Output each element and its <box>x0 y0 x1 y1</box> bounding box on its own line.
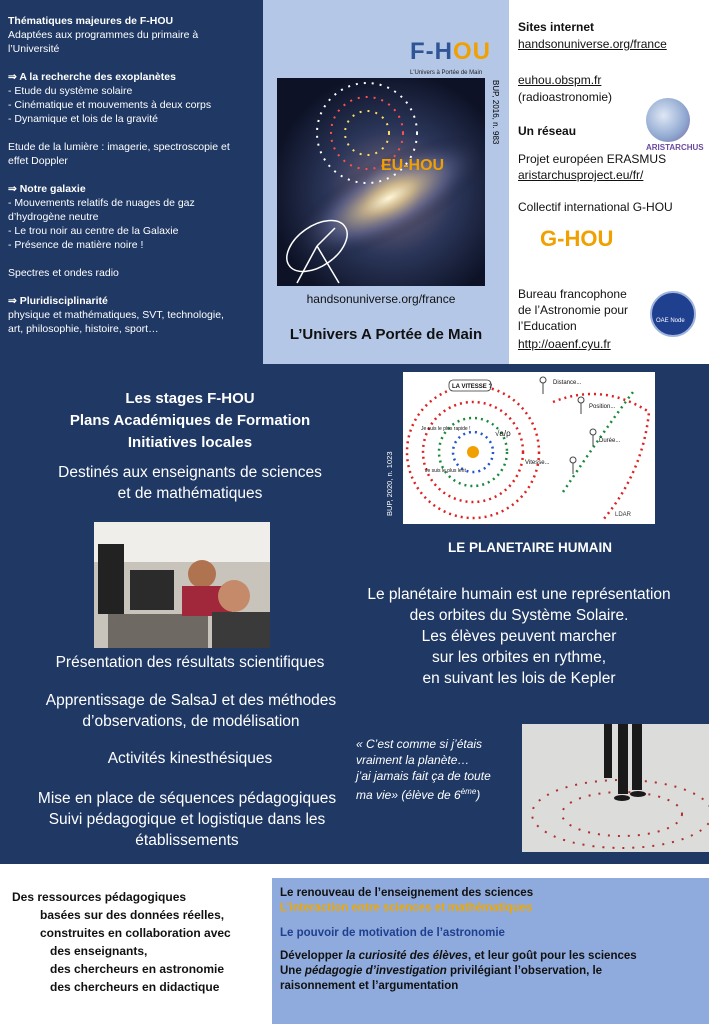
renouveau-line1: Le renouveau de l’enseignement des sciences <box>280 887 534 899</box>
quote-line3: j’ai jamais fait ça de toute <box>356 769 491 783</box>
theme-line <box>8 168 255 182</box>
theme-line: ⇒ Notre galaxie <box>8 183 86 195</box>
fhou-logo: F-HOU <box>410 38 491 65</box>
site-link-handsonuniverse[interactable]: handsonuniverse.org/france <box>518 37 667 51</box>
theme-line: effet Doppler <box>8 155 68 167</box>
renouveau-line6: raisonnement et l’argumentation <box>280 980 459 992</box>
diagram-label-distance: Distance... <box>553 380 582 386</box>
quote-line1: « C’est comme si j’étais <box>356 737 483 751</box>
planetaire-line2: des orbites du Système Solaire. <box>409 607 629 624</box>
theme-line: l’Université <box>8 43 60 55</box>
eu-hou-logo: EU-HOU <box>381 157 445 174</box>
stages-title-2: Plans Académiques de Formation <box>69 412 311 429</box>
resources-line1: Des ressources pédagogiques <box>12 890 187 904</box>
item-salsaj-line1: Apprentissage de SalsaJ et des méthodes <box>45 692 337 709</box>
item-salsaj <box>4 690 378 732</box>
renouveau-line5: Une pédagogie d’investigation privilégiant l’observation, le <box>280 965 603 977</box>
diagram-label-rapide: Je suis le plus rapide ! <box>421 426 471 432</box>
planetaire-line1: Le planétaire humain est une représentation <box>367 586 671 603</box>
fhou-logo-subtitle: L'Univers à Portée de Main <box>410 70 483 76</box>
ghou-collectif: Collectif international G-HOU <box>518 200 673 214</box>
bureau-line2: de l’Astronomie pour <box>518 303 629 317</box>
site-note-radio: (radioastronomie) <box>518 90 613 104</box>
diagram-label-vitesse: LA VITESSE ? <box>452 384 493 390</box>
theme-line <box>8 56 255 70</box>
workshop-photo <box>94 522 270 648</box>
renouveau-line4: Développer la curiosité des élèves, et leur goût pour les sciences <box>280 950 637 962</box>
theme-line: - Dynamique et lois de la gravité <box>8 113 158 125</box>
erasmus-text: Projet européen ERASMUS <box>518 152 667 166</box>
theme-line <box>8 126 255 140</box>
resources-line6: des chercheurs en didactique <box>50 980 220 994</box>
diagram-ldar: LDAR <box>615 512 632 518</box>
renouveau-line3: Le pouvoir de motivation de l’astronomie <box>280 927 505 939</box>
item-sequences-line2: Suivi pédagogique et logistique dans les <box>48 811 326 828</box>
planetaire-heading: LE PLANETAIRE HUMAIN <box>448 540 612 555</box>
stages-title <box>40 388 340 454</box>
diagram-label-position: Position... <box>589 404 616 410</box>
bup-label: BUP, 2016, n. 983 <box>491 80 500 145</box>
bureau-line1: Bureau francophone <box>518 287 627 301</box>
theme-line: Adaptées aux programmes du primaire à <box>8 29 199 41</box>
cover-url[interactable]: handsonuniverse.org/france <box>306 292 456 306</box>
aristarchus-link[interactable]: aristarchusproject.eu/fr/ <box>518 168 644 182</box>
item-kinesthetic: Activités kinesthésiques <box>107 750 273 767</box>
ghou-logo: G-HOU <box>540 226 614 251</box>
diagram-label-lent: Je suis le plus lent <box>425 468 466 474</box>
planetarium-diagram <box>403 372 655 524</box>
floor-orbit-photo <box>522 724 709 852</box>
cover-title: L’Univers A Portée de Main <box>289 326 483 343</box>
audience-line2: et de mathématiques <box>117 485 263 502</box>
resources-line5: des chercheurs en astronomie <box>50 962 225 976</box>
aristarchus-logo <box>646 98 690 142</box>
planetaire-line5: en suivant les lois de Kepler <box>422 670 616 687</box>
diagram-label-vitesse2: Vitesse... <box>525 460 550 466</box>
themes-panel <box>0 0 263 364</box>
planetaire-description <box>344 584 694 689</box>
student-quote <box>356 736 526 803</box>
item-results: Présentation des résultats scientifiques <box>55 654 325 671</box>
theme-line: physique et mathématiques, SVT, technologie, <box>8 309 224 321</box>
theme-line <box>8 252 255 266</box>
site-link-euhou[interactable]: euhou.obspm.fr <box>518 73 602 87</box>
theme-line: - Le trou noir au centre de la Galaxie <box>8 225 179 237</box>
theme-line: Spectres et ondes radio <box>8 267 119 279</box>
item-sequences-line3: établissements <box>135 832 239 849</box>
theme-line: - Etude du système solaire <box>8 85 133 97</box>
resources-line4: des enseignants, <box>50 944 148 958</box>
oaenf-link[interactable]: http://oaenf.cyu.fr <box>518 337 611 351</box>
theme-line: d’hydrogène neutre <box>8 211 99 223</box>
resources-line2: basées sur des données réelles, <box>40 908 225 922</box>
theme-line: ⇒ Pluridisciplinarité <box>8 295 108 307</box>
renouveau-block <box>272 878 709 1024</box>
item-sequences <box>0 788 374 851</box>
theme-line: - Cinématique et mouvements à deux corps <box>8 99 212 111</box>
item-salsaj-line2: d’observations, de modélisation <box>82 713 300 730</box>
bureau-line3: l’Education <box>518 319 577 333</box>
audience-line1: Destinés aux enseignants de sciences <box>58 464 322 481</box>
theme-line: ⇒ A la recherche des exoplanètes <box>8 71 176 83</box>
stages-title-1: Les stages F-HOU <box>125 390 255 407</box>
theme-line: art, philosophie, histoire, sport… <box>8 323 159 335</box>
oae-label: OAE Node <box>656 318 685 324</box>
stages-audience <box>20 462 360 504</box>
oae-logo <box>650 291 696 337</box>
resources-block <box>0 864 272 1024</box>
theme-line: - Mouvements relatifs de nuages de gaz <box>8 197 195 209</box>
aristarchus-label: ARISTARCHUS <box>646 143 704 152</box>
item-sequences-line1: Mise en place de séquences pédagogiques <box>37 790 337 807</box>
quote-line2: vraiment la planète… <box>356 753 470 767</box>
theme-line: - Présence de matière noire ! <box>8 239 144 251</box>
bup-label-2020: BUP, 2020, n. 1023 <box>385 451 394 516</box>
resources-line3: construites en collaboration avec <box>40 926 231 940</box>
theme-line: Etude de la lumière : imagerie, spectroscopie et <box>8 141 230 153</box>
theme-line <box>8 280 255 294</box>
planetaire-line3: Les élèves peuvent marcher <box>421 628 617 645</box>
theme-line: Thématiques majeures de F-HOU <box>8 15 174 27</box>
planetaire-line4: sur les orbites en rythme, <box>431 649 606 666</box>
quote-line4: ma vie» (élève de 6ème) <box>356 787 481 802</box>
stages-title-3: Initiatives locales <box>127 434 253 451</box>
network-heading: Un réseau <box>518 124 577 138</box>
renouveau-line2: L’interaction entre sciences et mathématiques <box>280 902 533 914</box>
sites-heading: Sites internet <box>518 20 595 34</box>
galaxy-cover-image <box>277 78 485 286</box>
diagram-formula: √a/ρ <box>495 429 511 438</box>
diagram-label-duree: Durée... <box>599 438 621 444</box>
